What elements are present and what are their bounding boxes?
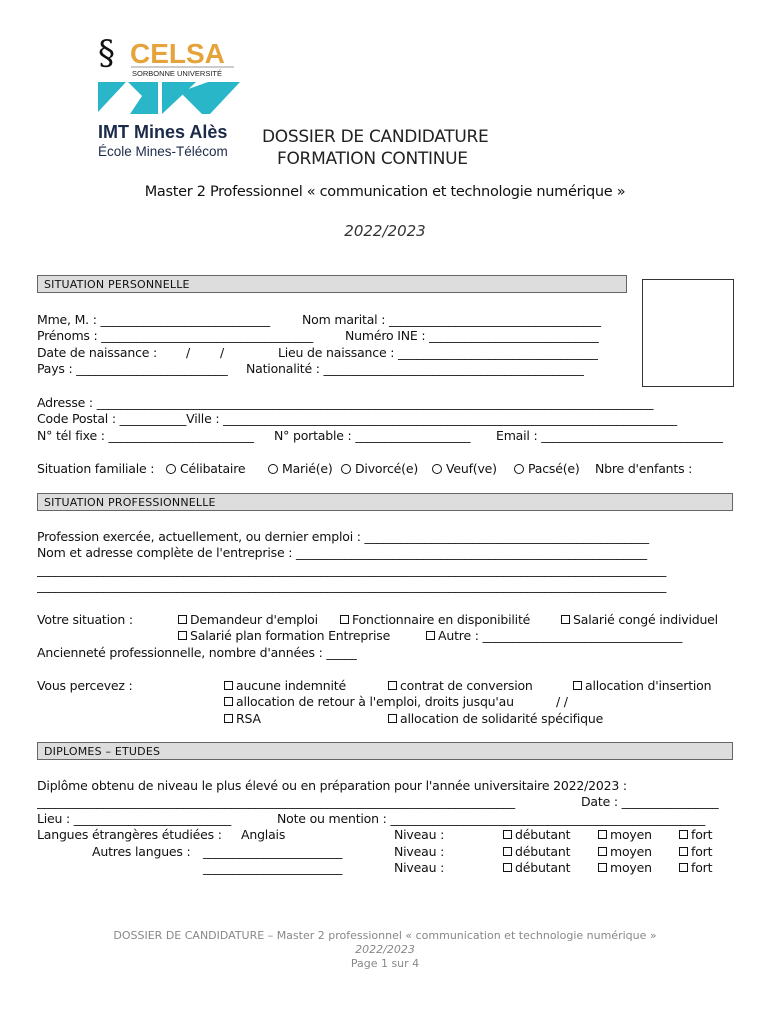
celsa-logo-sub: SORBONNE UNIVERSITÉ (132, 69, 223, 78)
radio-icon (514, 464, 524, 474)
checkbox-civil-servant[interactable]: Fonctionnaire en disponibilité (340, 612, 530, 627)
footer-year: 2022/2023 (355, 943, 415, 956)
field-other-language-2[interactable]: _______________________ (203, 860, 343, 875)
checkbox-icon (503, 847, 512, 856)
situation-label: Votre situation : (37, 612, 133, 627)
field-ine-number[interactable]: Numéro INE : ____________________________ (345, 328, 599, 343)
svg-text:§: § (98, 34, 115, 73)
field-email[interactable]: Email : ______________________________ (496, 428, 723, 443)
checkbox-company-training[interactable]: Salarié plan formation Entreprise (178, 628, 390, 643)
radio-widowed[interactable]: Veuf(ve) (432, 461, 497, 476)
checkbox-solidarity-allowance[interactable]: allocation de solidarité spécifique (388, 711, 603, 726)
field-diploma-date[interactable]: Date : ________________ (581, 794, 719, 809)
level-label-1: Niveau : (394, 827, 445, 842)
celsa-logo-name: CELSA (130, 38, 225, 69)
field-profession[interactable]: Profession exercée, actuellement, ou dernier emploi : _______________________________________________ (37, 529, 649, 544)
checkbox-icon (178, 615, 187, 624)
radio-single[interactable]: Célibataire (166, 461, 245, 476)
radio-icon (166, 464, 176, 474)
field-diploma-grade[interactable]: Note ou mention : ____________________________________________________ (277, 811, 705, 826)
checkbox-icon (503, 863, 512, 872)
checkbox-no-benefit[interactable]: aucune indemnité (224, 678, 346, 693)
field-other-language-1[interactable]: _______________________ (203, 844, 343, 859)
level-label-3: Niveau : (394, 860, 445, 875)
checkbox-icon (598, 830, 607, 839)
academic-year: 2022/2023 (344, 222, 426, 240)
checkbox-icon (178, 631, 187, 640)
checkbox-icon (388, 681, 397, 690)
doc-title-line2: FORMATION CONTINUE (277, 149, 468, 169)
field-company-line3[interactable]: ________________________________________________________________________________________________________ (37, 578, 667, 593)
checkbox-icon (679, 830, 688, 839)
checkbox-level-strong-2[interactable]: fort (679, 844, 712, 859)
checkbox-icon (598, 863, 607, 872)
checkbox-insertion-allowance[interactable]: allocation d'insertion (573, 678, 711, 693)
imt-logo-sub: École Mines-Télécom (98, 144, 228, 159)
checkbox-icon (224, 681, 233, 690)
level-label-2: Niveau : (394, 844, 445, 859)
field-first-names[interactable]: Prénoms : ___________________________________ (37, 328, 314, 343)
language-english: Anglais (241, 827, 286, 842)
checkbox-job-seeker[interactable]: Demandeur d'emploi (178, 612, 318, 627)
checkbox-icon (224, 714, 233, 723)
checkbox-icon (503, 830, 512, 839)
radio-pacs[interactable]: Pacsé(e) (514, 461, 580, 476)
section-heading-professional: SITUATION PROFESSIONNELLE (37, 493, 733, 511)
checkbox-return-to-work[interactable]: allocation de retour à l'emploi, droits jusqu'au (224, 694, 514, 709)
checkbox-level-strong-1[interactable]: fort (679, 827, 712, 842)
checkbox-level-beginner-2[interactable]: débutant (503, 844, 570, 859)
checkbox-icon (561, 615, 570, 624)
checkbox-level-strong-3[interactable]: fort (679, 860, 712, 875)
field-civility[interactable]: Mme, M. : ____________________________ (37, 312, 270, 327)
checkbox-icon (679, 847, 688, 856)
field-seniority[interactable]: Ancienneté professionnelle, nombre d'années : _____ (37, 645, 357, 660)
checkbox-level-beginner-1[interactable]: débutant (503, 827, 570, 842)
radio-divorced[interactable]: Divorcé(e) (341, 461, 418, 476)
checkbox-conversion-contract[interactable]: contrat de conversion (388, 678, 533, 693)
checkbox-icon (679, 863, 688, 872)
checkbox-icon (388, 714, 397, 723)
field-married-name[interactable]: Nom marital : ___________________________________ (302, 312, 601, 327)
field-birth-place[interactable]: Lieu de naissance : _________________________________ (278, 345, 598, 360)
program-title: Master 2 Professionnel « communication et technologie numérique » (144, 184, 626, 200)
birth-date-slash-2: / (220, 345, 225, 360)
return-to-work-date[interactable]: / / (556, 694, 568, 709)
checkbox-individual-leave[interactable]: Salarié congé individuel (561, 612, 718, 627)
section-heading-diplomas: DIPLOMES – ETUDES (37, 742, 733, 760)
other-languages-label: Autres langues : (92, 844, 191, 859)
checkbox-icon (426, 631, 435, 640)
section-heading-personal: SITUATION PERSONNELLE (37, 275, 627, 293)
doc-title-line1: DOSSIER DE CANDIDATURE (262, 127, 489, 147)
checkbox-level-medium-1[interactable]: moyen (598, 827, 652, 842)
benefits-label: Vous percevez : (37, 678, 133, 693)
field-landline[interactable]: N° tél fixe : ________________________ (37, 428, 254, 443)
checkbox-level-medium-2[interactable]: moyen (598, 844, 652, 859)
field-diploma-place[interactable]: Lieu : __________________________ (37, 811, 232, 826)
checkbox-icon (224, 697, 233, 706)
checkbox-icon (598, 847, 607, 856)
field-nationality[interactable]: Nationalité : ___________________________________________ (246, 361, 584, 376)
radio-married[interactable]: Marié(e) (268, 461, 333, 476)
languages-label: Langues étrangères étudiées : (37, 827, 222, 842)
field-children-count[interactable]: Nbre d'enfants : (595, 461, 693, 476)
checkbox-rsa[interactable]: RSA (224, 711, 261, 726)
field-company[interactable]: Nom et adresse complète de l'entreprise : __________________________________________________________ (37, 545, 647, 560)
field-company-line2[interactable]: ________________________________________________________________________________________________________ (37, 562, 667, 577)
field-diploma[interactable]: _______________________________________________________________________________ (37, 794, 515, 809)
checkbox-level-beginner-3[interactable]: débutant (503, 860, 570, 875)
field-country[interactable]: Pays : _________________________ (37, 361, 228, 376)
photo-box (642, 279, 734, 387)
radio-icon (268, 464, 278, 474)
radio-icon (341, 464, 351, 474)
family-status-label: Situation familiale : (37, 461, 155, 476)
celsa-logo (98, 34, 238, 82)
footer-document-title: DOSSIER DE CANDIDATURE – Master 2 professionnel « communication et technologie numérique » (113, 929, 657, 942)
birth-date-slash-1: / (186, 345, 191, 360)
imt-logo-name: IMT Mines Alès (98, 122, 228, 142)
field-mobile[interactable]: N° portable : ___________________ (274, 428, 471, 443)
radio-icon (432, 464, 442, 474)
highest-diploma-label: Diplôme obtenu de niveau le plus élevé ou en préparation pour l'année universitaire 2022/2023 : (37, 778, 627, 793)
checkbox-level-medium-3[interactable]: moyen (598, 860, 652, 875)
checkbox-icon (340, 615, 349, 624)
imt-logo (98, 82, 246, 160)
footer-page-number: Page 1 sur 4 (350, 957, 420, 970)
checkbox-other[interactable]: Autre : _________________________________ (426, 628, 682, 643)
field-postal-city[interactable]: Code Postal : ___________Ville : ___________________________________________________________________________ (37, 411, 677, 426)
field-birth-date[interactable]: Date de naissance : (37, 345, 158, 360)
checkbox-icon (573, 681, 582, 690)
field-address[interactable]: Adresse : ____________________________________________________________________________________________ (37, 395, 654, 410)
